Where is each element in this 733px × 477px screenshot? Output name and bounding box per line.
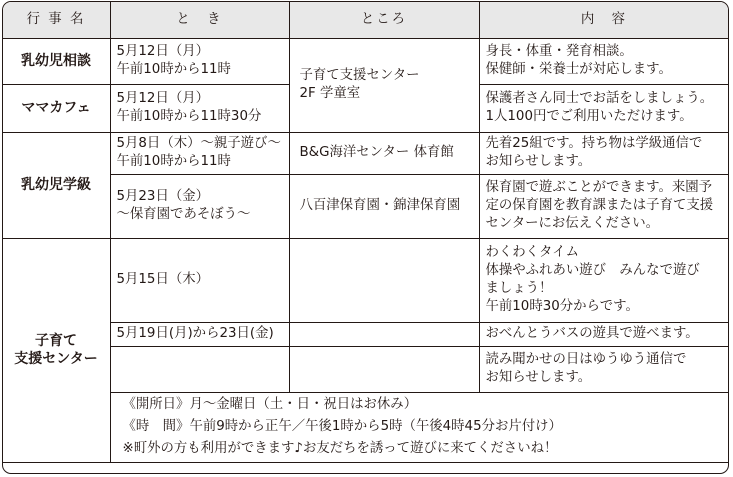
where-cell bbox=[289, 322, 479, 346]
table-row bbox=[2, 392, 729, 462]
when-cell: 5月15日（木） bbox=[110, 238, 289, 322]
open-hours: 《時 間》午前9時から正午／午後1時から5時（午後4時45分お片付け） bbox=[122, 419, 562, 434]
event-name: 乳幼児学級 bbox=[2, 132, 110, 238]
event-name: 乳幼児相談 bbox=[2, 38, 110, 84]
where-cell: 八百津保育園・錦津保育園 bbox=[289, 174, 479, 238]
header-content: 内 容 bbox=[479, 1, 729, 38]
event-name: ママカフェ bbox=[2, 84, 110, 132]
schedule-table bbox=[2, 1, 729, 463]
content-cell: おべんとうバスの遊具で遊べます。 bbox=[479, 322, 729, 346]
header-row bbox=[2, 1, 729, 38]
when-cell: 5月23日（金） ～保育園であそぼう～ bbox=[110, 174, 289, 238]
content-cell: 読み聞かせの日はゆうゆう通信で お知らせします。 bbox=[479, 346, 729, 392]
header-where: ところ bbox=[289, 1, 479, 38]
where-cell: 子育て支援センター 2F 学童室 bbox=[289, 38, 479, 132]
content-cell: 保育園で遊ぶことができます。来園予 定の保育園を教育課または子育て支援 センターにお伝えください。 bbox=[479, 174, 729, 238]
center-info bbox=[110, 392, 729, 462]
table-row bbox=[2, 238, 729, 322]
table-row bbox=[2, 132, 729, 174]
content-cell: わくわくタイム 体操やふれあい遊び みんなで遊び ましょう！ 午前10時30分からです。 bbox=[479, 238, 729, 322]
table-row bbox=[2, 38, 729, 84]
header-event: 行 事 名 bbox=[2, 1, 110, 38]
when-cell: 5月12日（月） 午前10時から11時 bbox=[110, 38, 289, 84]
where-cell: B&G海洋センター 体育館 bbox=[289, 132, 479, 174]
open-days: 《開所日》月～金曜日（土・日・祝日はお休み） bbox=[122, 397, 418, 412]
content-cell: 身長・体重・発育相談。 保健師・栄養士が対応します。 bbox=[479, 38, 729, 84]
table-row bbox=[2, 322, 729, 346]
when-cell bbox=[110, 346, 289, 392]
content-cell: 保護者さん同士でお話をしましょう。 1人100円でご利用いただけます。 bbox=[479, 84, 729, 132]
when-cell: 5月8日（木）～親子遊び～ 午前10時から11時 bbox=[110, 132, 289, 174]
where-cell bbox=[289, 238, 479, 322]
when-cell: 5月19日(月)から23日(金) bbox=[110, 322, 289, 346]
note: ※町外の方も利用ができます♪お友だちを誘って遊びに来てくださいね！ bbox=[122, 441, 558, 456]
where-cell bbox=[289, 346, 479, 392]
when-cell: 5月12日（月） 午前10時から11時30分 bbox=[110, 84, 289, 132]
event-name: 子育て 支援センター bbox=[2, 238, 110, 462]
header-when: と き bbox=[110, 1, 289, 38]
schedule-table-frame bbox=[2, 1, 729, 474]
table-row bbox=[2, 174, 729, 238]
content-cell: 先着25組です。持ち物は学級通信で お知らせします。 bbox=[479, 132, 729, 174]
table-row bbox=[2, 346, 729, 392]
